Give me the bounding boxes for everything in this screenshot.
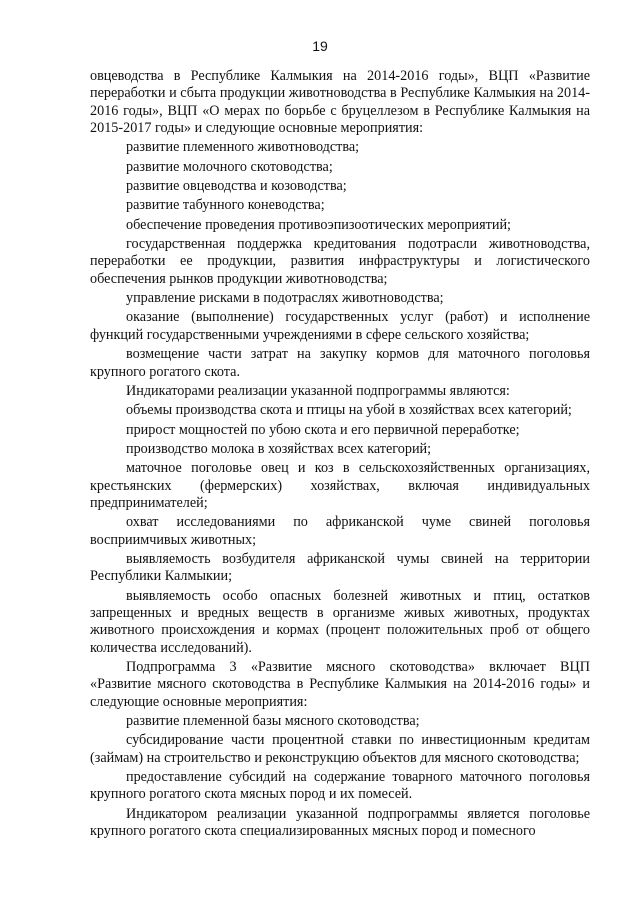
paragraph: производство молока в хозяйствах всех категорий; bbox=[126, 440, 432, 457]
paragraph: развитие молочного скотоводства; bbox=[126, 158, 333, 175]
document-body bbox=[90, 68, 590, 840]
paragraph: выявляемость особо опасных болезней животных и птиц, остатков запрещенных и вредных веществ в организме живых животных, продуктах животного происхождения и кормах (процент положительных проб от общего количества исследований). bbox=[90, 587, 590, 656]
paragraph: оказание (выполнение) государственных услуг (работ) и исполнение функций государственными учреждениями в сфере сельского хозяйства; bbox=[90, 309, 590, 343]
paragraph: развитие племенного животноводства; bbox=[126, 139, 360, 156]
paragraph: возмещение части затрат на закупку кормов для маточного поголовья крупного рогатого скота. bbox=[90, 346, 590, 380]
paragraph: государственная поддержка кредитования подотрасли животноводства, переработки ее продукции, развития инфраструктуры и логистического обеспечения рынков продукции животноводства; bbox=[90, 236, 590, 287]
paragraph: Индикатором реализации указанной подпрограммы является поголовье крупного рогатого скота специализированных мясных пород и помесного bbox=[90, 805, 590, 840]
paragraph: управление рисками в подотраслях животноводства; bbox=[126, 290, 444, 307]
paragraph: охват исследованиями по африканской чуме свиней поголовья восприимчивых животных; bbox=[90, 514, 590, 548]
paragraph: субсидирование части процентной ставки по инвестиционным кредитам (займам) на строительство и реконструкцию объектов для мясного скотоводства; bbox=[90, 732, 590, 766]
paragraph: Индикаторами реализации указанной подпрограммы являются: bbox=[126, 382, 510, 399]
paragraph: выявляемость возбудителя африканской чумы свиней на территории Республики Калмыкии; bbox=[90, 550, 590, 585]
paragraph: Подпрограмма 3 «Развитие мясного скотоводства» включает ВЦП «Развитие мясного скотоводства в Республике Калмыкия на 2014-2016 годы» и следующие основные мероприятия: bbox=[90, 659, 590, 710]
paragraph: развитие овцеводства и козоводства; bbox=[126, 178, 347, 195]
paragraph: прирост мощностей по убою скота и его первичной переработке; bbox=[126, 421, 520, 438]
paragraph: обеспечение проведения противоэпизоотических мероприятий; bbox=[126, 216, 511, 233]
paragraph: маточное поголовье овец и коз в сельскохозяйственных организациях, крестьянских (фермерских) хозяйствах, включая индивидуальных предпринимателей; bbox=[90, 460, 590, 511]
page-number: 19 bbox=[312, 38, 328, 54]
paragraph: предоставление субсидий на содержание товарного маточного поголовья крупного рогатого скота мясных пород и их помесей. bbox=[90, 769, 590, 803]
paragraph: овцеводства в Республике Калмыкия на 2014-2016 годы», ВЦП «Развитие переработки и сбыта продукции животноводства в Республике Калмыкия на 2014-2016 годы», ВЦП «О мерах по борьбе с бруцеллезом в Республике Калмыкия на 2015-2017 годы» и следующие основные мероприятия: bbox=[90, 68, 590, 137]
paragraph: развитие табунного коневодства; bbox=[126, 197, 325, 214]
paragraph: объемы производства скота и птицы на убой в хозяйствах всех категорий; bbox=[126, 402, 572, 419]
paragraph: развитие племенной базы мясного скотоводства; bbox=[126, 713, 420, 730]
